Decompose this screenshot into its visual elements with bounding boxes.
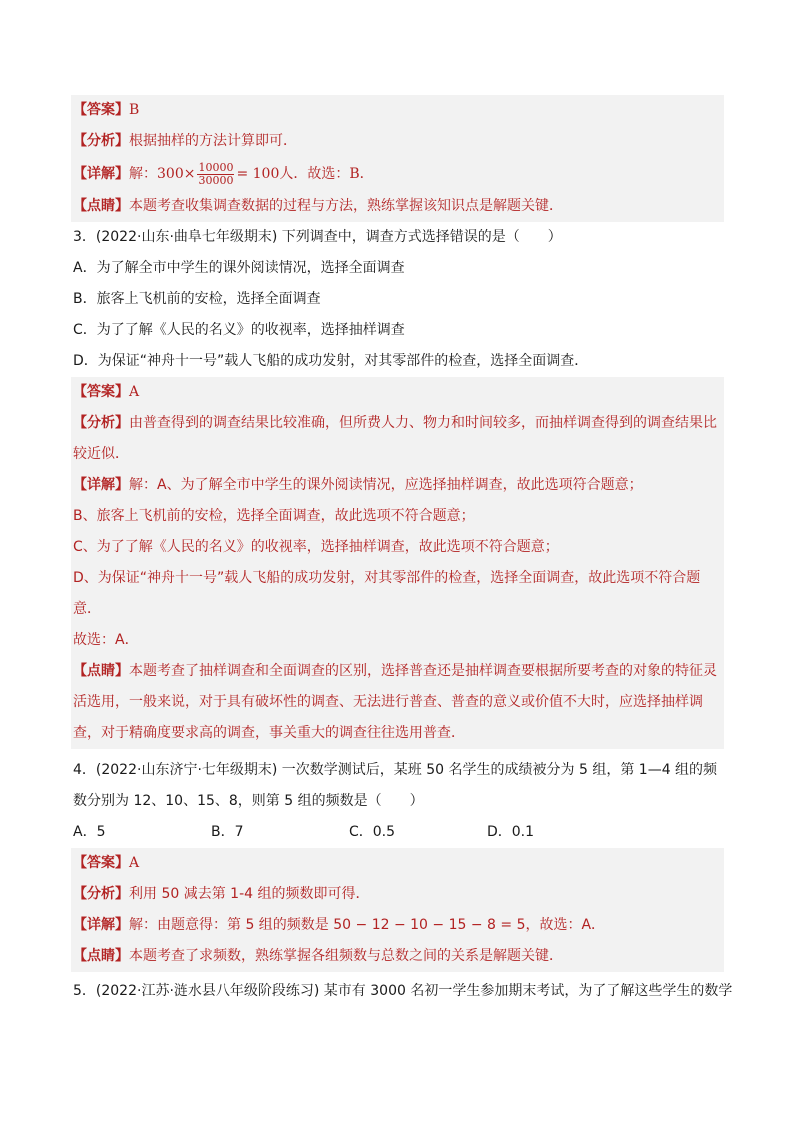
document-content xyxy=(71,95,733,1007)
answer-value: B xyxy=(129,102,140,118)
q3-analysis xyxy=(71,408,724,470)
detail-first-line: 解：A、为了解全市中学生的课外阅读情况，应选择抽样调查，故此选项符合题意； xyxy=(129,477,643,493)
q3-detail xyxy=(71,470,724,501)
fraction-denominator: 30000 xyxy=(198,173,234,187)
q3-option-d: D．为保证“神舟十一号”载人飞船的成功发射，对其零部件的检查，选择全面调查． xyxy=(73,353,589,369)
q3-comment xyxy=(71,656,724,749)
q5-stem: 5．(2022·江苏·涟水县八年级阶段练习) 某市有 3000 名初一学生参加期末考试，为了了解这些学生的数学 xyxy=(73,983,733,999)
answer-label: 【答案】 xyxy=(73,102,129,118)
detail-pre: 解：300× xyxy=(129,166,196,182)
comment-label: 【点睛】 xyxy=(73,948,129,964)
detail-label: 【详解】 xyxy=(73,477,129,493)
prev-analysis xyxy=(71,126,724,157)
q4-option-b: B．7 xyxy=(211,824,244,840)
prev-answer xyxy=(71,95,724,126)
comment-text: 本题考查了抽样调查和全面调查的区别，选择普查还是抽样调查要根据所要考查的对象的特征灵活选用，一般来说，对于具有破坏性的调查、无法进行普查、普查的意义或价值不大时，应选择抽样调查，对于精确度要求高的调查，事关重大的调查往往选用普查． xyxy=(73,663,717,741)
answer-label: 【答案】 xyxy=(73,384,129,400)
fraction-numerator: 10000 xyxy=(198,160,234,174)
q4-comment xyxy=(71,941,724,972)
q4-option-a: A．5 xyxy=(73,824,106,840)
q3-answer xyxy=(71,377,724,408)
q4-detail xyxy=(71,910,724,941)
q4-stem: 4．(2022·山东济宁·七年级期末) 一次数学测试后，某班 50 名学生的成绩被分为 5 组，第 1—4 组的频数分别为 12、10、15、8，则第 5 组的频数是（ ） xyxy=(73,762,718,809)
analysis-text: 利用 50 减去第 1-4 组的频数即可得． xyxy=(129,886,370,902)
analysis-label: 【分析】 xyxy=(73,415,129,431)
analysis-text: 根据抽样的方法计算即可． xyxy=(129,133,297,149)
q3-option-c: C．为了了解《人民的名义》的收视率，选择抽样调查 xyxy=(73,322,405,338)
q3-option-a: A．为了解全市中学生的课外阅读情况，选择全面调查 xyxy=(73,260,405,276)
answer-value: A xyxy=(129,384,140,400)
q3-detail-conclusion: 故选：A． xyxy=(71,625,724,656)
q4-option-c: C．0.5 xyxy=(349,824,396,840)
answer-label: 【答案】 xyxy=(73,855,129,871)
detail-text: 解：由题意得：第 5 组的频数是 50 − 12 − 10 − 15 − 8 = 5，故选：A． xyxy=(129,917,606,933)
prev-detail xyxy=(71,157,724,191)
q4-analysis xyxy=(71,879,724,910)
q3-detail-line-b: B、旅客上飞机前的安检，选择全面调查，故此选项不符合题意； xyxy=(71,501,724,532)
q3-detail-line-c: C、为了了解《人民的名义》的收视率，选择抽样调查，故此选项不符合题意； xyxy=(71,532,724,563)
answer-value: A xyxy=(129,855,140,871)
comment-text: 本题考查了求频数，熟练掌握各组频数与总数之间的关系是解题关键． xyxy=(129,948,563,964)
detail-post: = 100人．故选：B． xyxy=(236,166,374,182)
detail-label: 【详解】 xyxy=(73,166,129,182)
comment-label: 【点睛】 xyxy=(73,663,129,679)
comment-label: 【点睛】 xyxy=(73,198,129,214)
q4-answer xyxy=(71,848,724,879)
q4-options xyxy=(71,817,724,848)
analysis-label: 【分析】 xyxy=(73,133,129,149)
analysis-text: 由普查得到的调查结果比较准确，但所费人力、物力和时间较多，而抽样调查得到的调查结果比较近似． xyxy=(73,415,717,462)
analysis-label: 【分析】 xyxy=(73,886,129,902)
prev-comment xyxy=(71,191,724,222)
q3-option-b: B．旅客上飞机前的安检，选择全面调查 xyxy=(73,291,321,307)
comment-text: 本题考查收集调查数据的过程与方法，熟练掌握该知识点是解题关键． xyxy=(129,198,563,214)
q4-option-d: D．0.1 xyxy=(487,824,535,840)
detail-label: 【详解】 xyxy=(73,917,129,933)
q3-detail-line-d: D、为保证“神舟十一号”载人飞船的成功发射，对其零部件的检查，选择全面调查，故此选项不符合题意． xyxy=(71,563,724,625)
fraction xyxy=(197,162,234,187)
q3-stem: 3．(2022·山东·曲阜七年级期末) 下列调查中，调查方式选择错误的是（ ） xyxy=(73,229,562,245)
